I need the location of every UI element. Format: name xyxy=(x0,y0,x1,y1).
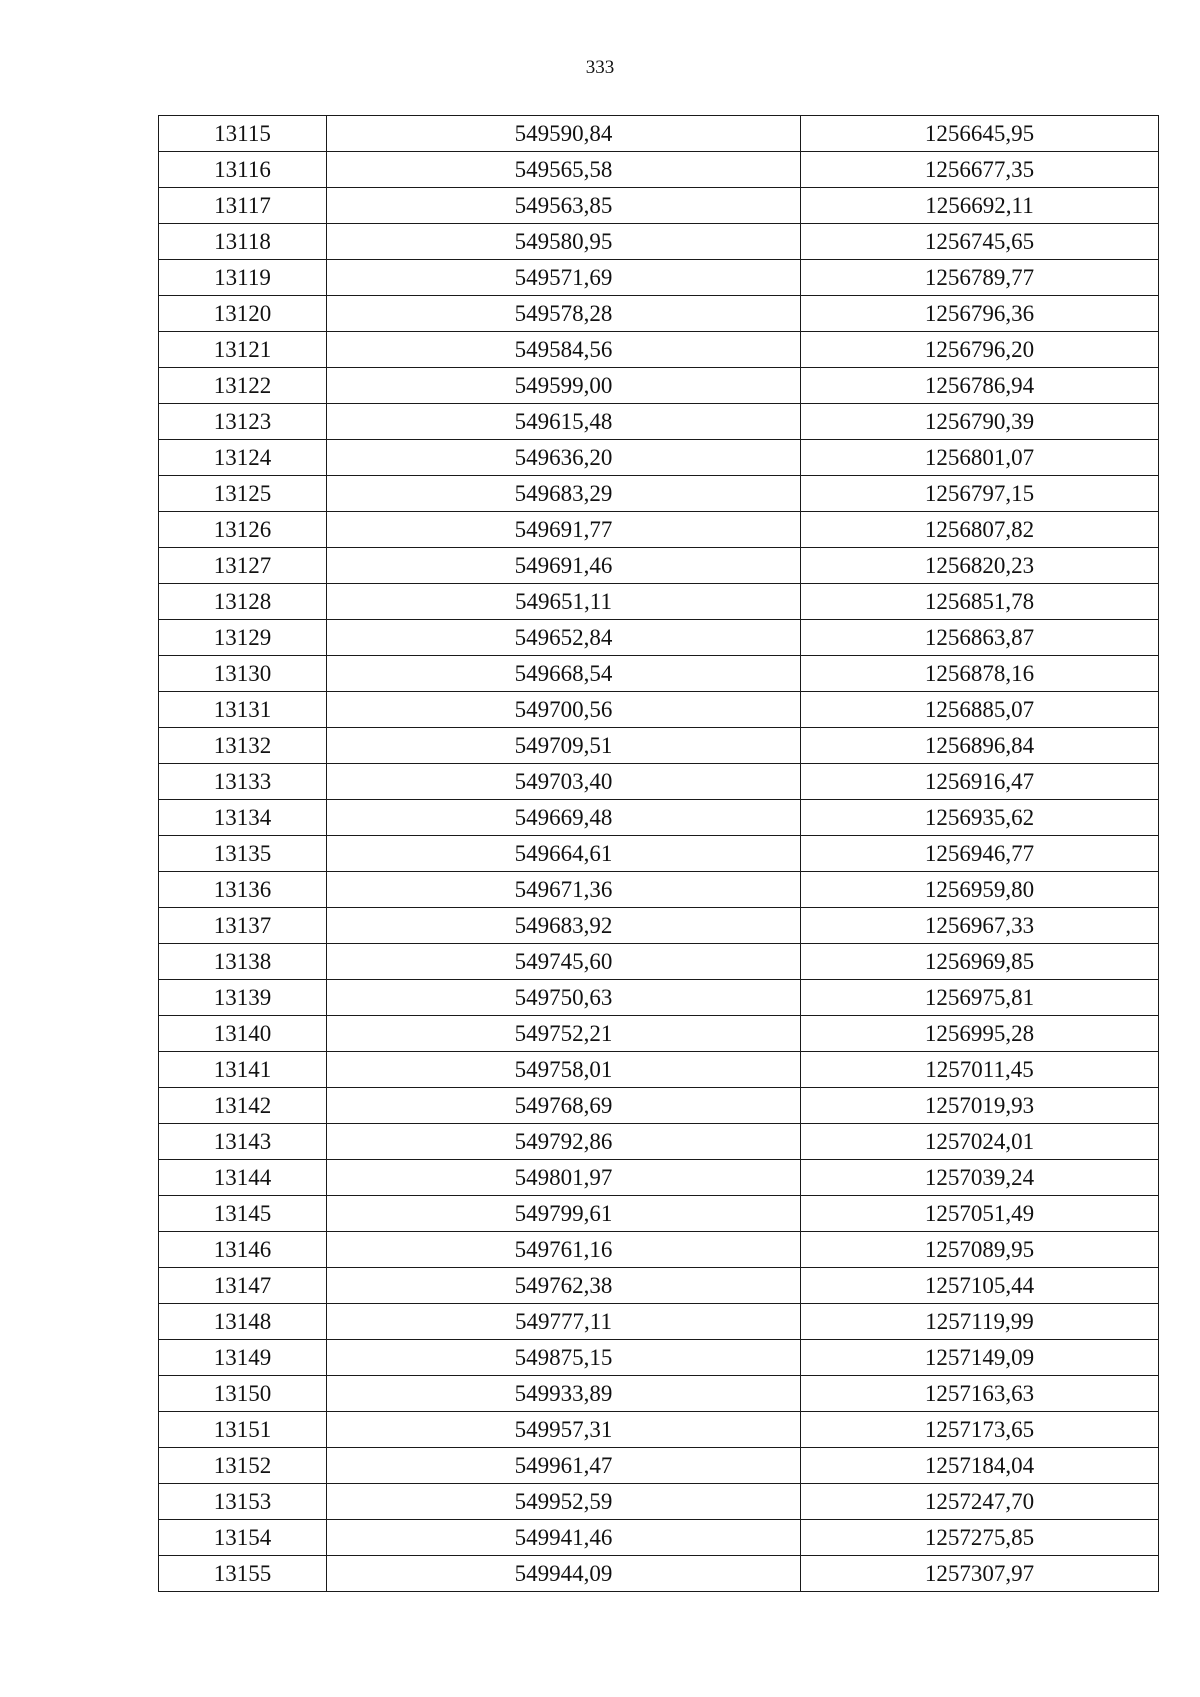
point-number-cell: 13141 xyxy=(159,1052,327,1088)
point-number-cell: 13154 xyxy=(159,1520,327,1556)
table-row xyxy=(159,800,1159,836)
table-row xyxy=(159,908,1159,944)
point-number-cell: 13155 xyxy=(159,1556,327,1592)
coordinates-table xyxy=(158,115,1159,1592)
y-coordinate-cell: 1257051,49 xyxy=(801,1196,1159,1232)
x-coordinate-cell: 549636,20 xyxy=(327,440,801,476)
y-coordinate-cell: 1257173,65 xyxy=(801,1412,1159,1448)
table-row xyxy=(159,1016,1159,1052)
y-coordinate-cell: 1257039,24 xyxy=(801,1160,1159,1196)
x-coordinate-cell: 549563,85 xyxy=(327,188,801,224)
point-number-cell: 13118 xyxy=(159,224,327,260)
point-number-cell: 13125 xyxy=(159,476,327,512)
table-row xyxy=(159,368,1159,404)
y-coordinate-cell: 1256797,15 xyxy=(801,476,1159,512)
table-row xyxy=(159,116,1159,152)
x-coordinate-cell: 549590,84 xyxy=(327,116,801,152)
y-coordinate-cell: 1256878,16 xyxy=(801,656,1159,692)
point-number-cell: 13134 xyxy=(159,800,327,836)
x-coordinate-cell: 549957,31 xyxy=(327,1412,801,1448)
table-row xyxy=(159,224,1159,260)
x-coordinate-cell: 549792,86 xyxy=(327,1124,801,1160)
y-coordinate-cell: 1256959,80 xyxy=(801,872,1159,908)
point-number-cell: 13136 xyxy=(159,872,327,908)
point-number-cell: 13126 xyxy=(159,512,327,548)
x-coordinate-cell: 549683,29 xyxy=(327,476,801,512)
y-coordinate-cell: 1256677,35 xyxy=(801,152,1159,188)
point-number-cell: 13144 xyxy=(159,1160,327,1196)
y-coordinate-cell: 1256896,84 xyxy=(801,728,1159,764)
y-coordinate-cell: 1256863,87 xyxy=(801,620,1159,656)
y-coordinate-cell: 1257149,09 xyxy=(801,1340,1159,1376)
y-coordinate-cell: 1256645,95 xyxy=(801,116,1159,152)
point-number-cell: 13129 xyxy=(159,620,327,656)
table-row xyxy=(159,620,1159,656)
table-row xyxy=(159,152,1159,188)
point-number-cell: 13146 xyxy=(159,1232,327,1268)
y-coordinate-cell: 1256946,77 xyxy=(801,836,1159,872)
point-number-cell: 13142 xyxy=(159,1088,327,1124)
y-coordinate-cell: 1256786,94 xyxy=(801,368,1159,404)
x-coordinate-cell: 549799,61 xyxy=(327,1196,801,1232)
y-coordinate-cell: 1257024,01 xyxy=(801,1124,1159,1160)
table-row xyxy=(159,1520,1159,1556)
y-coordinate-cell: 1257307,97 xyxy=(801,1556,1159,1592)
point-number-cell: 13120 xyxy=(159,296,327,332)
x-coordinate-cell: 549703,40 xyxy=(327,764,801,800)
table-row xyxy=(159,1052,1159,1088)
point-number-cell: 13116 xyxy=(159,152,327,188)
point-number-cell: 13145 xyxy=(159,1196,327,1232)
y-coordinate-cell: 1257019,93 xyxy=(801,1088,1159,1124)
point-number-cell: 13140 xyxy=(159,1016,327,1052)
y-coordinate-cell: 1256801,07 xyxy=(801,440,1159,476)
x-coordinate-cell: 549961,47 xyxy=(327,1448,801,1484)
y-coordinate-cell: 1256807,82 xyxy=(801,512,1159,548)
table-row xyxy=(159,296,1159,332)
point-number-cell: 13127 xyxy=(159,548,327,584)
x-coordinate-cell: 549584,56 xyxy=(327,332,801,368)
point-number-cell: 13143 xyxy=(159,1124,327,1160)
table-row xyxy=(159,1232,1159,1268)
page-number: 333 xyxy=(585,57,615,78)
x-coordinate-cell: 549652,84 xyxy=(327,620,801,656)
point-number-cell: 13123 xyxy=(159,404,327,440)
point-number-cell: 13122 xyxy=(159,368,327,404)
y-coordinate-cell: 1256967,33 xyxy=(801,908,1159,944)
table-row xyxy=(159,728,1159,764)
x-coordinate-cell: 549615,48 xyxy=(327,404,801,440)
x-coordinate-cell: 549599,00 xyxy=(327,368,801,404)
x-coordinate-cell: 549683,92 xyxy=(327,908,801,944)
x-coordinate-cell: 549700,56 xyxy=(327,692,801,728)
point-number-cell: 13153 xyxy=(159,1484,327,1520)
table-row xyxy=(159,1196,1159,1232)
x-coordinate-cell: 549745,60 xyxy=(327,944,801,980)
x-coordinate-cell: 549758,01 xyxy=(327,1052,801,1088)
x-coordinate-cell: 549933,89 xyxy=(327,1376,801,1412)
y-coordinate-cell: 1256789,77 xyxy=(801,260,1159,296)
table-row xyxy=(159,332,1159,368)
x-coordinate-cell: 549671,36 xyxy=(327,872,801,908)
x-coordinate-cell: 549691,77 xyxy=(327,512,801,548)
table-row xyxy=(159,548,1159,584)
y-coordinate-cell: 1257119,99 xyxy=(801,1304,1159,1340)
table-row xyxy=(159,1376,1159,1412)
y-coordinate-cell: 1257275,85 xyxy=(801,1520,1159,1556)
y-coordinate-cell: 1256885,07 xyxy=(801,692,1159,728)
x-coordinate-cell: 549578,28 xyxy=(327,296,801,332)
x-coordinate-cell: 549565,58 xyxy=(327,152,801,188)
x-coordinate-cell: 549777,11 xyxy=(327,1304,801,1340)
y-coordinate-cell: 1257184,04 xyxy=(801,1448,1159,1484)
y-coordinate-cell: 1256969,85 xyxy=(801,944,1159,980)
point-number-cell: 13152 xyxy=(159,1448,327,1484)
x-coordinate-cell: 549952,59 xyxy=(327,1484,801,1520)
table-row xyxy=(159,1268,1159,1304)
table-row xyxy=(159,872,1159,908)
point-number-cell: 13135 xyxy=(159,836,327,872)
table-row xyxy=(159,476,1159,512)
table-row xyxy=(159,764,1159,800)
y-coordinate-cell: 1257163,63 xyxy=(801,1376,1159,1412)
point-number-cell: 13133 xyxy=(159,764,327,800)
point-number-cell: 13148 xyxy=(159,1304,327,1340)
table-row xyxy=(159,692,1159,728)
y-coordinate-cell: 1256995,28 xyxy=(801,1016,1159,1052)
y-coordinate-cell: 1256820,23 xyxy=(801,548,1159,584)
table-row xyxy=(159,1448,1159,1484)
y-coordinate-cell: 1256975,81 xyxy=(801,980,1159,1016)
point-number-cell: 13124 xyxy=(159,440,327,476)
table-row xyxy=(159,260,1159,296)
y-coordinate-cell: 1256796,36 xyxy=(801,296,1159,332)
x-coordinate-cell: 549801,97 xyxy=(327,1160,801,1196)
point-number-cell: 13132 xyxy=(159,728,327,764)
table-row xyxy=(159,1484,1159,1520)
x-coordinate-cell: 549709,51 xyxy=(327,728,801,764)
point-number-cell: 13138 xyxy=(159,944,327,980)
table-row xyxy=(159,1556,1159,1592)
x-coordinate-cell: 549761,16 xyxy=(327,1232,801,1268)
x-coordinate-cell: 549691,46 xyxy=(327,548,801,584)
y-coordinate-cell: 1256916,47 xyxy=(801,764,1159,800)
table-row xyxy=(159,404,1159,440)
x-coordinate-cell: 549944,09 xyxy=(327,1556,801,1592)
table-row xyxy=(159,1160,1159,1196)
point-number-cell: 13128 xyxy=(159,584,327,620)
y-coordinate-cell: 1257105,44 xyxy=(801,1268,1159,1304)
y-coordinate-cell: 1256851,78 xyxy=(801,584,1159,620)
y-coordinate-cell: 1257011,45 xyxy=(801,1052,1159,1088)
y-coordinate-cell: 1256692,11 xyxy=(801,188,1159,224)
x-coordinate-cell: 549752,21 xyxy=(327,1016,801,1052)
x-coordinate-cell: 549668,54 xyxy=(327,656,801,692)
coordinates-table-body xyxy=(159,116,1159,1592)
table-row xyxy=(159,584,1159,620)
x-coordinate-cell: 549875,15 xyxy=(327,1340,801,1376)
x-coordinate-cell: 549571,69 xyxy=(327,260,801,296)
y-coordinate-cell: 1256790,39 xyxy=(801,404,1159,440)
y-coordinate-cell: 1256745,65 xyxy=(801,224,1159,260)
y-coordinate-cell: 1257089,95 xyxy=(801,1232,1159,1268)
table-row xyxy=(159,440,1159,476)
x-coordinate-cell: 549768,69 xyxy=(327,1088,801,1124)
table-row xyxy=(159,188,1159,224)
x-coordinate-cell: 549750,63 xyxy=(327,980,801,1016)
table-row xyxy=(159,1304,1159,1340)
point-number-cell: 13151 xyxy=(159,1412,327,1448)
x-coordinate-cell: 549762,38 xyxy=(327,1268,801,1304)
point-number-cell: 13139 xyxy=(159,980,327,1016)
x-coordinate-cell: 549941,46 xyxy=(327,1520,801,1556)
point-number-cell: 13147 xyxy=(159,1268,327,1304)
y-coordinate-cell: 1256796,20 xyxy=(801,332,1159,368)
table-row xyxy=(159,656,1159,692)
point-number-cell: 13131 xyxy=(159,692,327,728)
x-coordinate-cell: 549669,48 xyxy=(327,800,801,836)
point-number-cell: 13150 xyxy=(159,1376,327,1412)
point-number-cell: 13117 xyxy=(159,188,327,224)
point-number-cell: 13115 xyxy=(159,116,327,152)
point-number-cell: 13119 xyxy=(159,260,327,296)
point-number-cell: 13130 xyxy=(159,656,327,692)
table-row xyxy=(159,1340,1159,1376)
y-coordinate-cell: 1256935,62 xyxy=(801,800,1159,836)
table-row xyxy=(159,1124,1159,1160)
table-row xyxy=(159,836,1159,872)
point-number-cell: 13121 xyxy=(159,332,327,368)
table-row xyxy=(159,512,1159,548)
point-number-cell: 13137 xyxy=(159,908,327,944)
table-row xyxy=(159,980,1159,1016)
x-coordinate-cell: 549651,11 xyxy=(327,584,801,620)
table-row xyxy=(159,1412,1159,1448)
y-coordinate-cell: 1257247,70 xyxy=(801,1484,1159,1520)
x-coordinate-cell: 549580,95 xyxy=(327,224,801,260)
table-row xyxy=(159,1088,1159,1124)
point-number-cell: 13149 xyxy=(159,1340,327,1376)
x-coordinate-cell: 549664,61 xyxy=(327,836,801,872)
table-row xyxy=(159,944,1159,980)
